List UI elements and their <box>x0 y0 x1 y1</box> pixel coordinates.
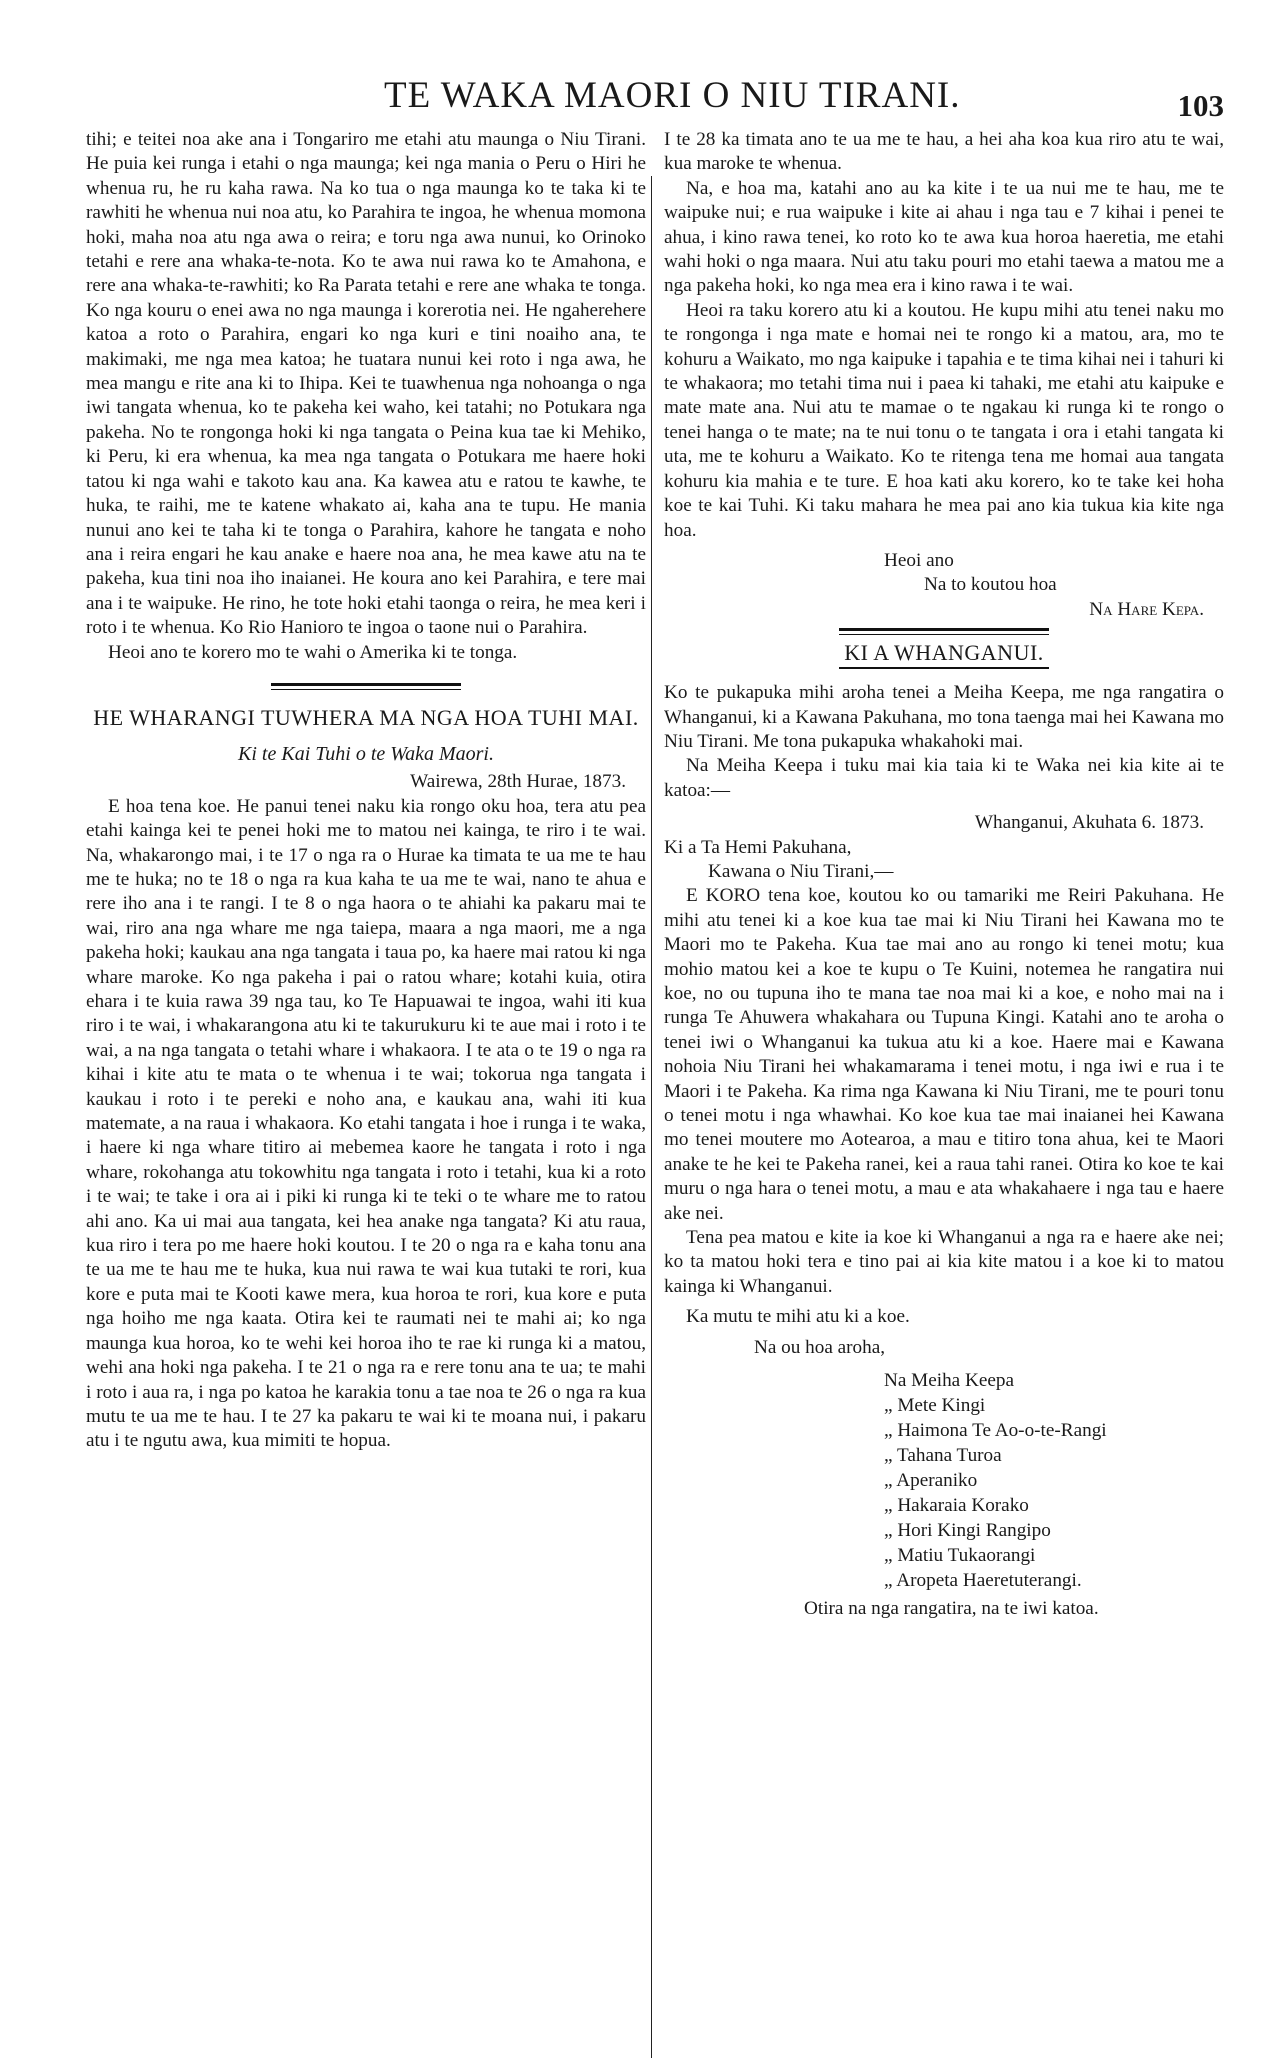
addressee-line: Kawana o Niu Tirani,— <box>708 860 894 882</box>
page-header <box>64 64 1224 124</box>
letter-paragraph: E hoa tena koe. He panui tenei naku kia rongo oku hoa, tera atu pea etahi kainga kei te penei hoki me to matou nei kainga, te riro i te wai. Na, whakarongo mai, i te 17 o nga ra o Hurae ka timata te ua me te hau me te huka; no te 18 o nga ra kua kaha te ua me te wai, nano te ahua e rere iho ana i te rangi. I te 8 o nga haora o te ahiahi ka pakaru mai te wai, riro ana nga whare me nga taiepa, maara a nga maori, me a nga pakeha hoki; kaukau ana nga tangata i taua po, ka haere mai ratou ki nga whare maroke. Ko nga pakeha i pai o ratou whare; kotahi kuia, otira ehara i te kuia rawa 39 nga tau, ko Te Hapuawai te ingoa, wahi iti kua riro i te wai, i whakarangona atu ki te takurukuru ki te aue mai i roto i te wai, a na nga tangata o tetahi whare i whakaora. I te ata o te 19 o nga ra kihai i kite atu te mata o te whenua i te wai; tokorua nga tangata i kaukau i roto i te pereki e noho ana, e kaukau ana, wahi iti kua matemate, a na raua i whakaora. Ko etahi tangata i hoe i runga i te waka, i haere ki nga whare titiro ai mebemea kaore he tangata i roto i nga whare, rokohanga atu tokowhitu nga tangata i roto i tetahi, kua ki a roto i te wai; te take i ora ai i piki ki runga ki te teki o te whare me to ratou ahi ano. Ka ui mai aua tangata, kei hea anake nga tangata? Ki atu raua, kua riro i tera po me haere hoki koutou. I te 20 o nga ra e kaha tonu ana te ua me te hau me te huka, kua nui rawa te wai kua tutaki te rori, kua kore e puta mai te Kooti kawe mera, kua horoa te rori, kua kore e puta nga hoiho me nga kaata. Otira kei te raumati nei te mahi ai; ko nga maunga kua horoa, ko te wehi kei horoa iho te rae ki runga ki a matou, wehi ana hoki nga pakeha. I te 21 o nga ra e rere tonu ana te ua; te mahi i roto i aua ra, i nga po katoa he karakia tonu a tae noa te 26 o nga ra kua mutu te ua me te hau. I te 27 ka pakaru te wai ki te moana nui, i pakaru atu i te ngutu awa, kua mimiti te hopua. <box>86 795 646 1452</box>
section-divider <box>839 628 1049 635</box>
section-divider <box>271 683 461 690</box>
body-paragraph: Heoi ra taku korero atu ki a koutou. He kupu mihi atu tenei naku mo te rongonga i nga mate e homai nei te rongo ki a matou, ara, mo te kohuru a Waikato, mo nga kaipuke i tapahia e te tima kihai nei i tahuri ki te whakaora; mo tetahi tima nui i paea ki tahaki, me etahi atu kaipuke e mate mate ana. Nui atu te mamae o te ngakau ki runga ki te rongo o tenei hanga o te mate; na te nui tonu o te tangata i ora i etahi tangata ki uta, me te kohuru a Waikato. Ko te ritenga tena me homai aua tangata kohuru kia mahia e te ture. E hoa kati aku korero, ko te take kei hoha koe te kai Tuhi. Ki taku mahara he mea pai ano kia tukua kia kite nga hoa. <box>664 299 1224 541</box>
addressee-line: Ki a Ta Hemi Pakuhana, <box>664 836 852 858</box>
signatory: „ Hakaraia Korako <box>884 1495 1029 1517</box>
body-paragraph: Heoi ano te korero mo te wahi o Amerika ki te tonga. <box>108 641 518 663</box>
signature: Na Hare Kepa. <box>1089 598 1204 620</box>
letter-dateline: Wairewa, 28th Hurae, 1873. <box>410 771 626 793</box>
section-heading: HE WHARANGI TUWHERA MA NGA HOA TUHI MAI. <box>93 704 639 730</box>
right-column <box>664 128 1224 1622</box>
letter-closing: Na ou hoa aroha, <box>754 1336 886 1358</box>
signatory: Na Meiha Keepa <box>884 1370 1014 1392</box>
left-column <box>86 128 646 1454</box>
signatory: „ Tahana Turoa <box>884 1445 1002 1467</box>
closing-1: Heoi ano <box>884 549 954 571</box>
letter-paragraph: Ka mutu te mihi atu ki a koe. <box>686 1306 910 1328</box>
signatory: „ Mete Kingi <box>884 1395 986 1417</box>
signatory-list <box>664 1368 1224 1593</box>
page-title: TE WAKA MAORI O NIU TIRANI. <box>384 75 961 116</box>
letter-paragraph: Tena pea matou e kite ia koe ki Whanganui a nga ra e haere ake nei; ko ta matou hoki tera e tino pai ai kia kite matou i a koe ki to matou kainga ki Whanganui. <box>664 1227 1224 1297</box>
signatory: „ Aperaniko <box>884 1470 978 1492</box>
intro-paragraph: Ko te pukapuka mihi aroha tenei a Meiha Keepa, me nga rangatira o Whanganui, ki a Kawana Pakuhana, mo tona taenga mai hei Kawana mo Niu Tirani. Me tona pukapuka whakahoki mai. <box>664 682 1224 752</box>
letter-subheading: Ki te Kai Tuhi o te Waka Maori. <box>238 742 494 765</box>
body-paragraph: I te 28 ka timata ano te ua me te hau, a hei aha koa kua riro atu te wai, kua maroke te whenua. <box>664 129 1224 175</box>
final-line: Otira na nga rangatira, na te iwi katoa. <box>804 1598 1099 1620</box>
page-number: 103 <box>1177 88 1224 123</box>
signatory: „ Matiu Tukaorangi <box>884 1545 1036 1567</box>
closing-2: Na to koutou hoa <box>924 574 1057 596</box>
body-paragraph: tihi; e teitei noa ake ana i Tongariro me etahi atu maunga o Niu Tirani. He puia kei runga i etahi o nga maunga; kei nga mania o Peru o Hiri he whenua ru, he ru kaha rawa. Na ko tua o nga maunga ko te taka ki te rawhiti he whenua nui noa atu, ko Parahira te ingoa, he whenua momona hoki, maha noa atu nga awa o reira; e toru nga awa nunui, ko Orinoko tetahi e rere ana whaka-te-nota. Ko te awa nui rawa ko te Amahona, e rere ana whaka-te-rawhiti; ko Ra Parata tetahi e rere ane whaka te tonga. Ko nga kouru o enei awa no nga maunga i korerotia nei. He ngaherehere katoa a roto o Parahira, engari ko nga kuri e tini noaiho ana, te makimaki, me nga mea katoa; he tuatara nunui kei roto i nga awa, he mea mangu e rite ana ki to Ihipa. Kei te tuawhenua nga nohoanga o nga iwi tangata whenua, ko te pakeha kei waho, kei tatahi; no Potukara nga pakeha. No te rongonga hoki ki nga tangata o Peina kua tae ki Mehiko, ki Peru, ki era whenua, ka mea nga tangata o Potukara me haere hoki tatou ki nga wahi e takoto kau ana. Ka kawea atu e ratou te kawhe, te huka, te raihi, me te katene whakato ai, kaha ana te tupu. He mania nunui ano kei te taha ki te tonga o Parahira, kahore he tangata e noho ana i reira engari he kau anake e haere noa ana, he mea kawe atu na te pakeha, kua tini noa iho inaianei. He koura ano kei Parahira, e tere mai ana i te waipuke. He rino, he tote hoki etahi taonga o reira, he mea keri i roto i te whenua. Ko Rio Hanioro te ingoa o taone nui o Parahira. <box>86 129 646 639</box>
column-divider <box>651 176 652 2058</box>
signatory: „ Aropeta Haeretuterangi. <box>884 1570 1082 1592</box>
signatory: „ Hori Kingi Rangipo <box>884 1520 1051 1542</box>
section-heading: KI A WHANGANUI. <box>839 639 1049 669</box>
letter-dateline: Whanganui, Akuhata 6. 1873. <box>974 812 1204 834</box>
intro-paragraph: Na Meiha Keepa i tuku mai kia taia ki te Waka nei kia kite ai te katoa:— <box>664 755 1224 801</box>
letter-paragraph: E KORO tena koe, koutou ko ou tamariki me Reiri Pakuhana. He mihi atu tenei ki a koe kua tae mai ki Niu Tirani hei Kawana mo te Maori mo te Pakeha. Kua tae mai ano au rongo ki tenei motu; kua mohio matou kei a koe te kupu o Te Kuini, notemea he rangatira nui koe, no ou tupuna iho te mana tae noa mai ki a koe, e noho mai na i runga Te Ahuwera whakahara ou Tupuna Kingi. Katahi ano te aroha o tenei iwi o Whanganui ka tukua atu ki a koe. Haere mai e Kawana nohoia Niu Tirani hei whakamarama i tenei motu, i nga iwi e rua i te Maori i te Pakeha. Ka rima nga Kawana ki Niu Tirani, me te pouri tonu o tenei motu i nga whawhai. Ko koe kua tae mai inaianei hei Kawana mo tenei moutere mo Aotearoa, a mau e titiro tona ahua, kei te Maori anake te he kei te Pakeha ranei, kei a raua tahi ranei. Otira ko koe te kai muru o nga hara o tenei motu, a mau e ata whakahaere i nga tau e haere ake nei. <box>664 885 1224 1224</box>
signatory: „ Haimona Te Ao-o-te-Rangi <box>884 1420 1107 1442</box>
body-paragraph: Na, e hoa ma, katahi ano au ka kite i te ua nui me te hau, me te waipuke nui; e rua waipuke i kite ai ahau i nga tau e 7 kihai i penei te ahua, i kino rawa tenei, ko roto ko te awa kua horoa haeretia, me etahi wahi hoki o nga maara. Nui atu taku pouri mo etahi taewa a matou me a nga pakeha hoki, ko nga mea era i kino rawa i te wai. <box>664 177 1224 297</box>
